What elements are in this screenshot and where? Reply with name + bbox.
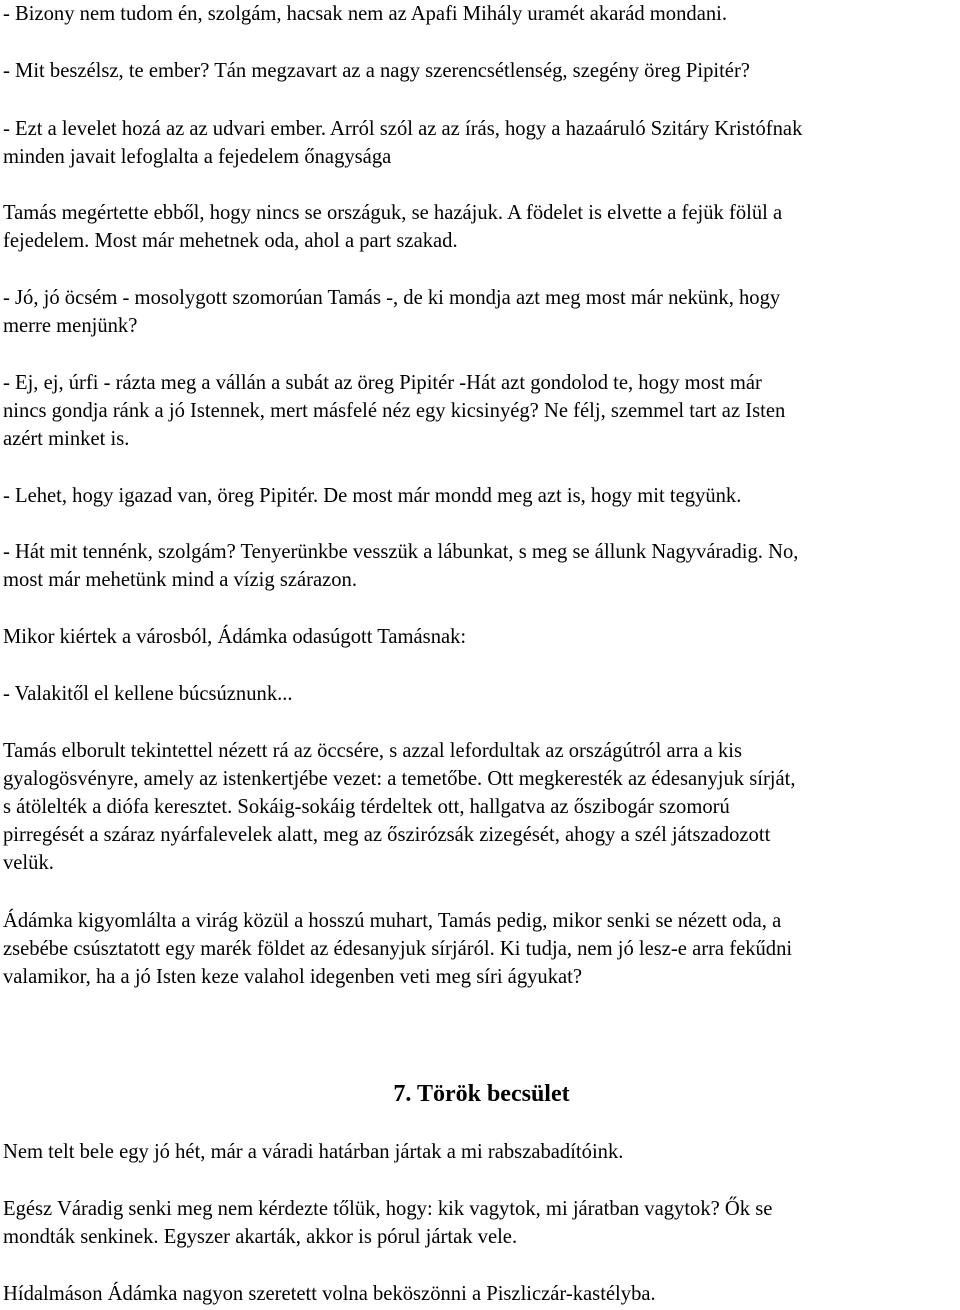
text-line: mondták senkinek. Egyszer akarták, akkor is pórul jártak vele. bbox=[3, 1226, 518, 1248]
paragraph bbox=[3, 623, 958, 651]
text-line: Tamás megértette ebből, hogy nincs se országuk, se hazájuk. A födelet is elvette a fejük fölül a bbox=[3, 202, 783, 224]
text-line: gyalogösvényre, amely az istenkertjébe vezet: a temetőbe. Ott megkeresték az édesanyjuk sírját, bbox=[3, 768, 796, 790]
text-line: Egész Váradig senki meg nem kérdezte tőlük, hogy: kik vagytok, mi járatban vagytok? Ők se bbox=[3, 1198, 773, 1220]
text-line: Ádámka kigyomlálta a virág közül a hosszú muhart, Tamás pedig, mikor senki se nézett oda, a bbox=[3, 910, 782, 932]
paragraph bbox=[3, 737, 958, 877]
text-line: minden javait lefoglalta a fejedelem őnagysága bbox=[3, 146, 392, 168]
paragraph bbox=[3, 538, 958, 594]
paragraph bbox=[3, 0, 958, 28]
text-line: Mikor kiértek a városból, Ádámka odasúgott Tamásnak: bbox=[3, 626, 467, 648]
text-line: pirregését a száraz nyárfalevelek alatt, meg az őszirózsák zizegését, ahogy a szél játszadozott bbox=[3, 824, 771, 846]
paragraph bbox=[3, 680, 958, 708]
chapter-heading: 7. Török becsület bbox=[393, 1081, 570, 1107]
paragraph bbox=[3, 369, 958, 453]
paragraph bbox=[3, 907, 958, 991]
text-line: velük. bbox=[3, 852, 54, 874]
paragraph bbox=[3, 1138, 958, 1166]
text-line: - Ezt a levelet hozá az az udvari ember. Arról szól az az írás, hogy a hazaáruló Szitáry Kristófnak bbox=[3, 118, 803, 140]
text-line: zsebébe csúsztatott egy marék földet az édesanyjuk sírjáról. Ki tudja, nem jó lesz-e arra fekűdni bbox=[3, 938, 793, 960]
text-line: - Ej, ej, úrfi - rázta meg a vállán a subát az öreg Pipitér -Hát azt gondolod te, hogy most már bbox=[3, 372, 762, 394]
paragraph bbox=[3, 1280, 958, 1308]
paragraph bbox=[3, 57, 958, 85]
paragraph bbox=[3, 284, 958, 340]
text-line: most már mehetünk mind a vízig szárazon. bbox=[3, 569, 357, 591]
text-line: Hídalmáson Ádámka nagyon szeretett volna beköszönni a Piszliczár-kastélyba. bbox=[3, 1283, 656, 1305]
paragraph bbox=[3, 199, 958, 255]
text-line: valamikor, ha a jó Isten keze valahol idegenben veti meg síri ágyukat? bbox=[3, 966, 583, 988]
text-line: merre menjünk? bbox=[3, 315, 138, 337]
text-line: nincs gondja ránk a jó Istennek, mert másfelé néz egy kicsinyég? Ne félj, szemmel tart az Isten bbox=[3, 400, 786, 422]
text-line: s átölelték a diófa keresztet. Sokáig-sokáig térdeltek ott, hallgatva az őszibogár szomorú bbox=[3, 796, 730, 818]
text-line: - Jó, jó öcsém - mosolygott szomorúan Tamás -, de ki mondja azt meg most már nekünk, hogy bbox=[3, 287, 781, 309]
text-line: Tamás elborult tekintettel nézett rá az öccsére, s azzal lefordultak az országútról arra a kis bbox=[3, 740, 742, 762]
text-line: - Lehet, hogy igazad van, öreg Pipitér. De most már mondd meg azt is, hogy mit tegyünk. bbox=[3, 485, 742, 507]
paragraph bbox=[3, 482, 958, 510]
text-line: azért minket is. bbox=[3, 428, 130, 450]
paragraph bbox=[3, 115, 958, 171]
paragraph bbox=[3, 1195, 958, 1251]
text-line: Nem telt bele egy jó hét, már a váradi határban jártak a mi rabszabadítóink. bbox=[3, 1141, 624, 1163]
text-line: - Bizony nem tudom én, szolgám, hacsak nem az Apafi Mihály uramét akarád mondani. bbox=[3, 3, 727, 25]
text-line: - Hát mit tennénk, szolgám? Tenyerünkbe vesszük a lábunkat, s meg se állunk Nagyváradig. No, bbox=[3, 541, 799, 563]
text-line: fejedelem. Most már mehetnek oda, ahol a part szakad. bbox=[3, 230, 458, 252]
text-line: - Mit beszélsz, te ember? Tán megzavart az a nagy szerencsétlenség, szegény öreg Pipitér? bbox=[3, 60, 750, 82]
text-line: - Valakitől el kellene búcsúznunk... bbox=[3, 683, 293, 705]
